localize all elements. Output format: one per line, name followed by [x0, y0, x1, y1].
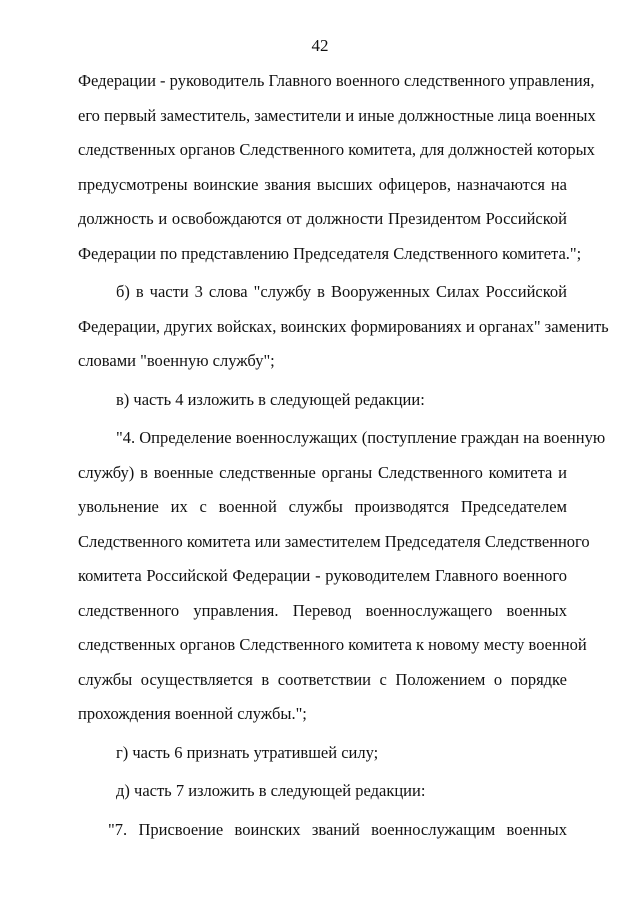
- text-line: Федерации - руководитель Главного военного следственного управления,: [78, 71, 595, 90]
- text-line: службы осуществляется в соответствии с Положением о порядке: [78, 669, 567, 689]
- text-line: в) часть 4 изложить в следующей редакции:: [116, 389, 425, 409]
- text-line: прохождения военной службы.";: [78, 704, 307, 723]
- text-line: Следственного комитета или заместителем Председателя Следственного: [78, 531, 590, 551]
- text-line: службу) в военные следственные органы Следственного комитета и: [78, 462, 567, 482]
- text-line: увольнение их с военной службы производятся Председателем: [78, 497, 567, 516]
- text-line: б) в части 3 слова "службу в Вооруженных Силах Российской: [116, 282, 567, 301]
- text-line: комитета Российской Федерации - руководителем Главного военного: [78, 566, 567, 585]
- text-line: следственного управления. Перевод военнослужащего военных: [78, 600, 567, 620]
- text-line: г) часть 6 признать утратившей силу;: [116, 742, 379, 762]
- page-number: 42: [311, 36, 329, 55]
- text-line: "7. Присвоение воинских званий военнослужащим военных: [108, 819, 567, 839]
- text-line: предусмотрены воинские звания высших офицеров, назначаются на: [78, 174, 567, 194]
- text-line: следственных органов Следственного комитета, для должностей которых: [78, 140, 595, 159]
- text-line: должность и освобождаются от должности Президентом Российской: [78, 209, 567, 228]
- text-line: "4. Определение военнослужащих (поступление граждан на военную: [116, 428, 606, 447]
- text-line: Федерации по представлению Председателя Следственного комитета.";: [78, 243, 582, 263]
- text-line: Федерации, других войсках, воинских формированиях и органах" заменить: [78, 316, 609, 336]
- text-line: следственных органов Следственного комитета к новому месту военной: [78, 635, 587, 654]
- text-line: д) часть 7 изложить в следующей редакции:: [116, 781, 426, 800]
- text-line: словами "военную службу";: [78, 351, 275, 370]
- document-body: [78, 64, 609, 847]
- text-line: его первый заместитель, заместители и иные должностные лица военных: [78, 105, 596, 125]
